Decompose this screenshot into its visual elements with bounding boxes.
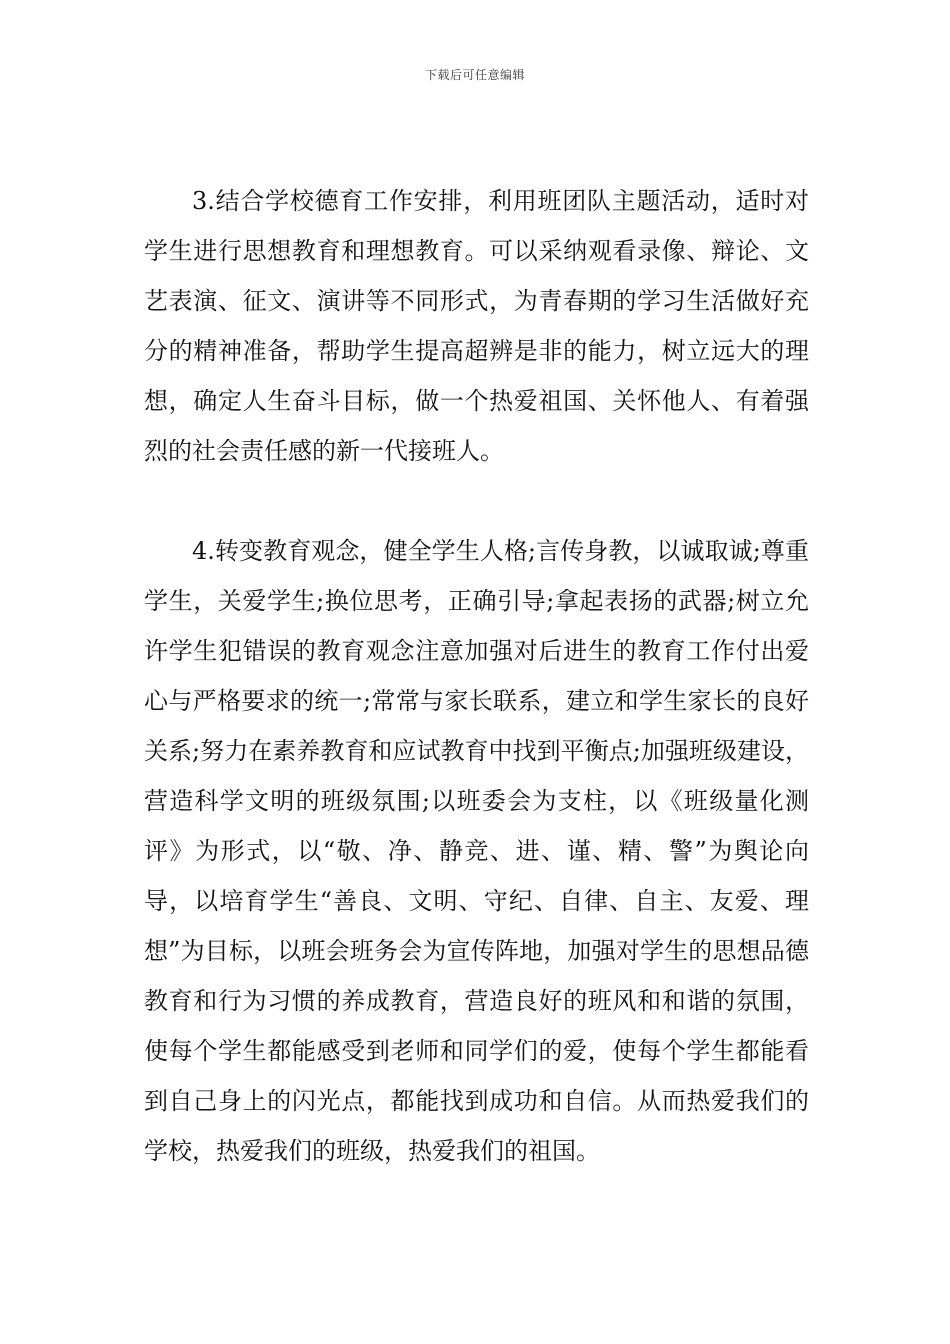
paragraph-3: 3.结合学校德育工作安排，利用班团队主题活动，适时对学生进行思想教育和理想教育。可以采纳观看录像、辩论、文艺表演、征文、演讲等不同形式，为青春期的学习生活做好充分的精神准备，帮助学生提高超辨是非的能力，树立远大的理想，确定人生奋斗目标，做一个热爱祖国、关怀他人、有着强烈的社会责任感的新一代接班人。 [144, 187, 809, 465]
document-body [144, 176, 809, 1176]
paragraph-4: 4.转变教育观念，健全学生人格;言传身教，以诚取诚;尊重学生，关爱学生;换位思考，正确引导;拿起表扬的武器;树立允许学生犯错误的教育观念注意加强对后进生的教育工作付出爱心与严格要求的统一;常常与家长联系，建立和学生家长的良好关系;努力在素养教育和应试教育中找到平衡点;加强班级建设，营造科学文明的班级氛围;以班委会为支柱，以《班级量化测评》为形式，以“敬、净、静竞、进、谨、精、警”为舆论向导，以培育学生“善良、文明、守纪、自律、自主、友爱、理想”为目标，以班会班务会为宣传阵地，加强对学生的思想品德教育和行为习惯的养成教育，营造良好的班风和和谐的氛围，使每个学生都能感受到老师和同学们的爱，使每个学生都能看到自己身上的闪光点，都能找到成功和自信。从而热爱我们的学校，热爱我们的班级，热爱我们的祖国。 [144, 537, 809, 1165]
page-header: 下载后可任意编辑 [424, 68, 525, 82]
